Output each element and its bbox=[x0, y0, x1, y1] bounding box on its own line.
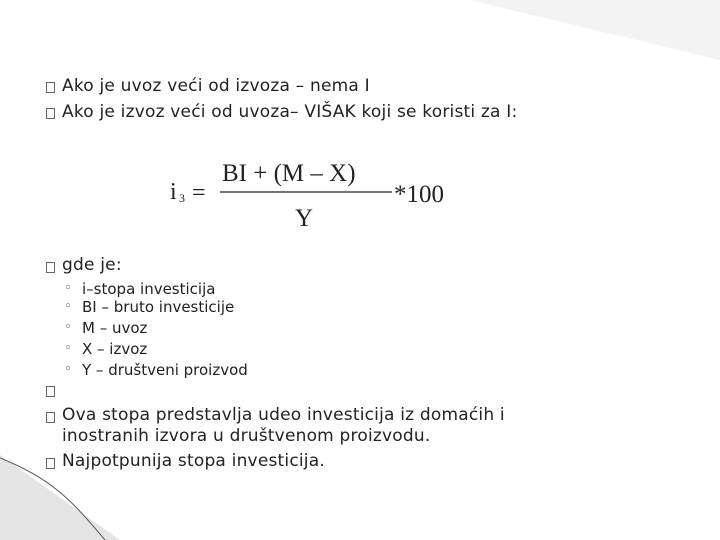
square-bullet-icon bbox=[46, 82, 55, 93]
top-right-shade bbox=[470, 0, 720, 60]
definition-i: i–stopa investicija bbox=[82, 280, 216, 298]
circle-bullet-icon: ◦ bbox=[64, 362, 72, 377]
formula-numerator: BI + (M – X) bbox=[222, 160, 356, 187]
formula-equals: = bbox=[192, 180, 206, 206]
circle-bullet-icon: ◦ bbox=[64, 299, 72, 314]
square-bullet-icon bbox=[46, 108, 55, 119]
bullet-izvoz-veci: Ako je izvoz veći od uvoza– VIŠAK koji se koristi za I: bbox=[62, 102, 518, 122]
bullet-najpotpunija: Najpotpunija stopa investicija. bbox=[62, 451, 325, 471]
gde-je-label: gde je: bbox=[62, 255, 122, 275]
bullet-stopa-udeo: Ova stopa predstavlja udeo investicija iz domaćih i bbox=[62, 405, 505, 425]
definition-y: Y – društveni proizvod bbox=[82, 361, 248, 379]
formula-lhs-subscript: 3 bbox=[179, 191, 185, 205]
square-bullet-icon bbox=[46, 412, 55, 423]
circle-bullet-icon: ◦ bbox=[64, 341, 72, 356]
definition-x: X – izvoz bbox=[82, 340, 148, 358]
square-bullet-icon bbox=[46, 386, 55, 397]
formula-lhs: i bbox=[170, 179, 177, 205]
square-bullet-icon bbox=[46, 262, 55, 273]
definition-m: M – uvoz bbox=[82, 319, 148, 337]
formula-denominator: Y bbox=[295, 205, 314, 232]
formula-multiplier: *100 bbox=[394, 181, 444, 208]
circle-bullet-icon: ◦ bbox=[64, 320, 72, 335]
investment-rate-formula bbox=[170, 150, 470, 240]
bullet-uvoz-veci: Ako je uvoz veći od izvoza – nema I bbox=[62, 76, 370, 96]
bullet-stopa-udeo-cont: inostranih izvora u društvenom proizvodu. bbox=[62, 426, 431, 446]
square-bullet-icon bbox=[46, 458, 55, 469]
definition-bi: BI – bruto investicije bbox=[82, 298, 235, 316]
circle-bullet-icon: ◦ bbox=[64, 281, 72, 296]
